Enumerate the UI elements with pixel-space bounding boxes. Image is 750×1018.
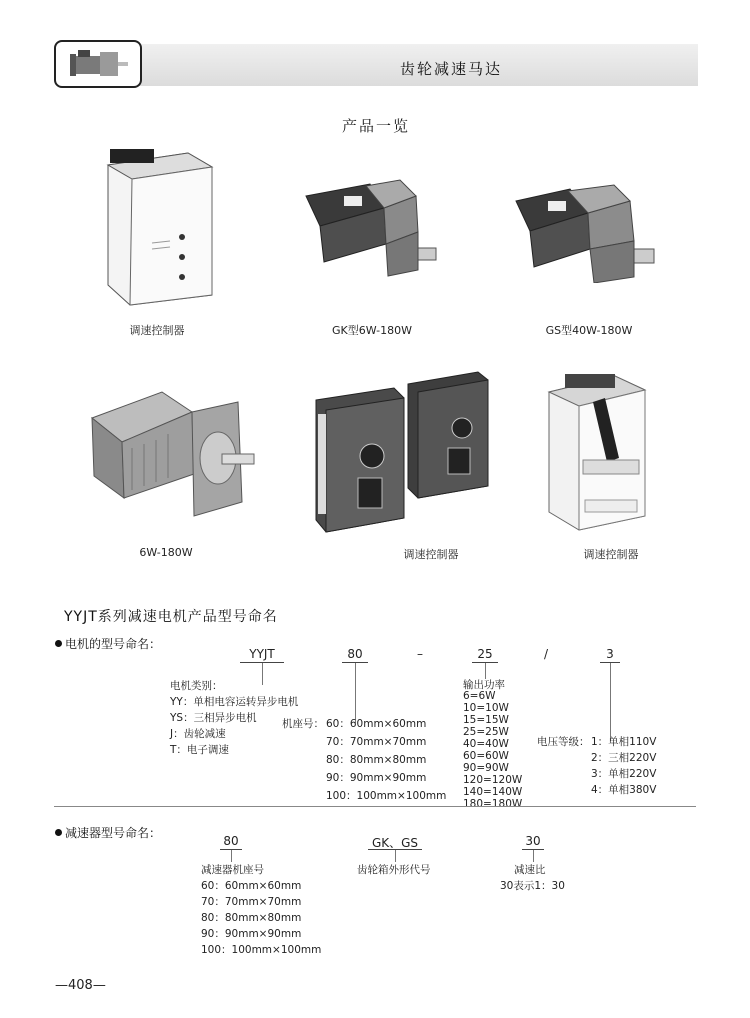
- product-caption: GS型40W-180W: [545, 324, 633, 337]
- motor-code-voltage: 3: [606, 647, 614, 661]
- motor-frame-item: 60：60mm×60mm: [326, 718, 427, 730]
- ss22-controller-image: [545, 372, 665, 532]
- motor-code-power: 25: [477, 647, 493, 661]
- reducer-frame-item: 100：100mm×100mm: [201, 944, 322, 956]
- product-caption: 6W-180W: [139, 546, 193, 559]
- connector-line: [395, 850, 396, 862]
- motor-voltage-item: 3：单相220V: [591, 768, 657, 780]
- motor-voltage-title: 电压等级：: [537, 736, 590, 748]
- reducer-code-ratio: 30: [525, 834, 541, 848]
- reducer-ratio-example: 30表示1：30: [500, 880, 565, 892]
- motor-power-item: 25=25W: [463, 726, 509, 738]
- connector-line: [610, 663, 611, 741]
- motor-power-item: 6=6W: [463, 690, 496, 702]
- motor-type-item: YS：三相异步电机: [170, 712, 257, 724]
- motor-power-item: 10=10W: [463, 702, 509, 714]
- connector-line: [485, 663, 486, 679]
- reducer-naming-label: 减速器型号命名：: [65, 826, 162, 840]
- page-number: —408—: [55, 978, 106, 993]
- speed-controller-image: [100, 145, 215, 310]
- reducer-frame-item: 60：60mm×60mm: [201, 880, 302, 892]
- connector-line: [355, 663, 356, 723]
- motor-power-item: 15=15W: [463, 714, 509, 726]
- connector-line: [231, 850, 232, 862]
- bullet-dot: [55, 829, 62, 836]
- motor-power-title: 输出功率: [463, 679, 505, 691]
- page-title: 齿轮减速马达: [400, 60, 503, 78]
- motor-frame-item: 80：80mm×80mm: [326, 754, 427, 766]
- reducer-naming-heading: [55, 824, 161, 841]
- bullet-dot: [55, 640, 62, 647]
- reducer-frame-item: 80：80mm×80mm: [201, 912, 302, 924]
- motor-type-title: 电机类别：: [170, 680, 223, 692]
- motor-type-item: YY：单相电容运转异步电机: [170, 696, 299, 708]
- reducer-code-frame: 80: [223, 834, 239, 848]
- product-caption: GK型6W-180W: [331, 324, 412, 337]
- product-caption: 调速控制器: [129, 324, 185, 337]
- motor-power-item: 60=60W: [463, 750, 509, 762]
- motor-power-item: 140=140W: [463, 786, 523, 798]
- reducer-gearbox-title: 齿轮箱外形代号: [357, 864, 431, 876]
- motor-naming-heading: [55, 635, 161, 652]
- ac-motor-image: [82, 378, 257, 528]
- motor-frame-item: 70：70mm×70mm: [326, 736, 427, 748]
- motor-power-item: 120=120W: [463, 774, 523, 786]
- gear-motor-logo: [54, 40, 142, 88]
- motor-frame-item: 90：90mm×90mm: [326, 772, 427, 784]
- product-caption: 调速控制器: [403, 548, 459, 561]
- motor-voltage-item: 2：三相220V: [591, 752, 657, 764]
- reducer-code-gearbox: GK、GS: [371, 836, 419, 850]
- motor-code-slash: /: [543, 647, 549, 661]
- reducer-frame-item: 90：90mm×90mm: [201, 928, 302, 940]
- product-caption: 调速控制器: [583, 548, 639, 561]
- motor-type-item: J：齿轮减速: [170, 728, 226, 740]
- motor-code-dash: –: [417, 647, 423, 661]
- gs-gear-motor-image: [510, 183, 660, 283]
- motor-naming-label: 电机的型号命名：: [65, 637, 162, 651]
- header-banner: [54, 44, 698, 86]
- connector-line: [262, 663, 263, 685]
- motor-voltage-item: 4：单相380V: [591, 784, 657, 796]
- motor-power-item: 40=40W: [463, 738, 509, 750]
- dark-speed-controllers-image: [312, 368, 512, 538]
- connector-line: [533, 850, 534, 862]
- motor-code-series: YYJT: [249, 647, 275, 661]
- motor-code-frame: 80: [347, 647, 363, 661]
- naming-section-title: YYJT系列减速电机产品型号命名: [64, 609, 278, 625]
- overview-title: 产品一览: [342, 117, 411, 135]
- reducer-frame-item: 70：70mm×70mm: [201, 896, 302, 908]
- motor-frame-item: 100：100mm×100mm: [326, 790, 447, 802]
- motor-power-item: 180=180W: [463, 798, 523, 810]
- reducer-frame-title: 减速器机座号: [201, 864, 264, 876]
- motor-voltage-item: 1：单相110V: [591, 736, 657, 748]
- motor-power-item: 90=90W: [463, 762, 509, 774]
- section-divider: [54, 806, 696, 807]
- motor-frame-title: 机座号：: [282, 718, 324, 730]
- motor-type-item: T：电子调速: [170, 744, 229, 756]
- reducer-ratio-title: 减速比: [514, 864, 546, 876]
- gk-gear-motor-image: [300, 178, 440, 278]
